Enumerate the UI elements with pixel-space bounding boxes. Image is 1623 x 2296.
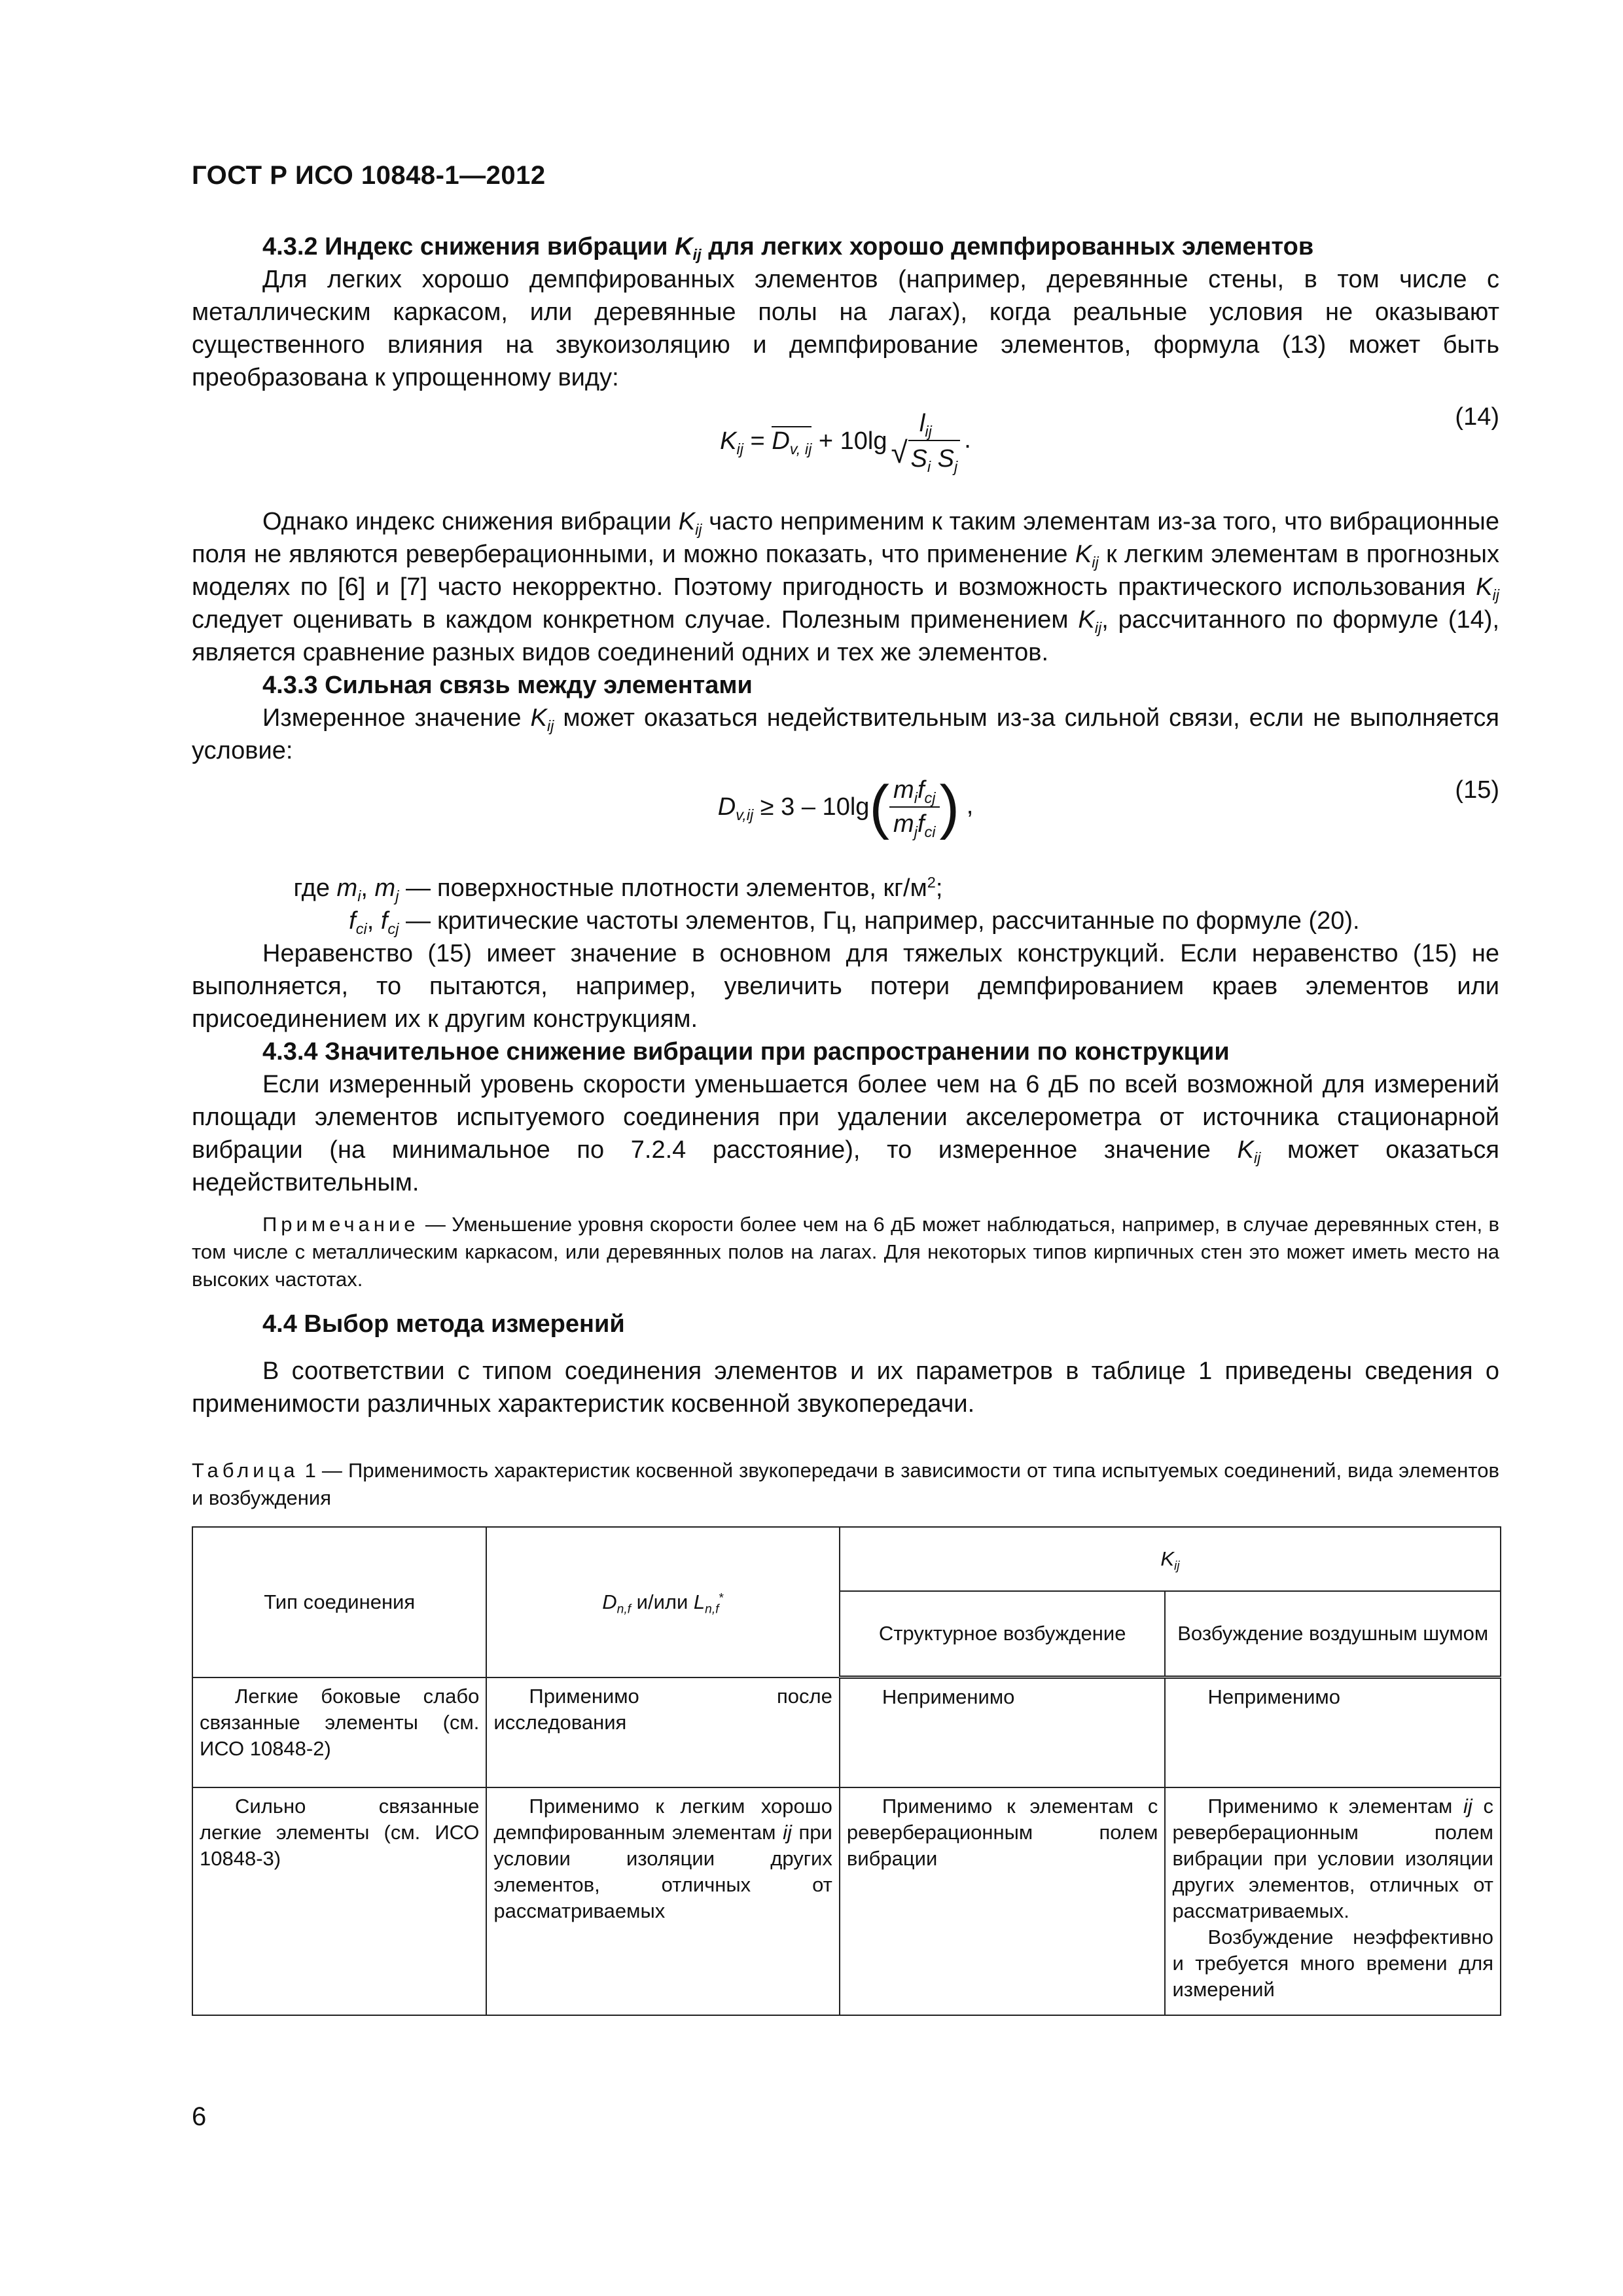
heading-4-3-3: 4.3.3 Сильная связь между элементами <box>262 672 753 699</box>
header-airborne: Возбуждение воздушным шумом <box>1165 1591 1501 1677</box>
table-row: Легкие боковые слабо связанные элементы (см. ИСО 10848-2) Применимо после исследования Неприменимо Неприменимо <box>192 1677 1501 1787</box>
header-type: Тип соединения <box>192 1527 486 1677</box>
table-1 <box>192 1526 1501 2016</box>
paragraph: В соответствии с типом соединения элементов и их параметров в таблице 1 приведены сведения о применимости различных характеристик косвенной звукопередачи. <box>192 1357 1499 1418</box>
header-structural: Структурное возбуждение <box>840 1591 1166 1677</box>
heading-4-3-4: 4.3.4 Значительное снижение вибрации при распространении по конструкции <box>262 1038 1230 1066</box>
heading-4-3-2: 4.3.2 Индекс снижения вибрации $K_{ij}$ для легких хорошо демпфированных элементов <box>262 233 1314 264</box>
formula-15: $D_{v,ij} \ge 3 - 10\lg$( $\frac{m_if_{cj}}{m_jf_{ci}}$ ) , (15) <box>717 774 1499 841</box>
table-row: Сильно связанные легкие элементы (см. ИСО 10848-3) Применимо к легким хорошо демпфированным элементам ij при условии изоляции других элементов, отличных от рассматриваемых Применимо к элементам с реверберационным полем вибрации Применимо к элементам ij с реверберационным полем вибрации при условии изоляции других элементов, отличных от рассматриваемых. Возбуждение неэффективно и требуется много времени для измерений <box>192 1787 1501 2015</box>
paragraph: Если измеренный уровень скорости уменьшается более чем на 6 дБ по всей возможной для измерений площади элементов испытуемого соединения при удалении акселерометра от источника стационарной вибрации (на минимальное по 7.2.4 расстояние), то измеренное значение $K_{ij}$ может оказаться недействительным. <box>192 1071 1500 1196</box>
page-header: ГОСТ Р ИСО 10848-1—2012 <box>192 161 546 190</box>
formula-number: (14) <box>1455 403 1499 431</box>
table-caption: Таблица 1 — Применимость характеристик косвенной звукопередачи в зависимости от типа испытуемых соединений, вида элементов и возбуждения <box>192 1459 1499 1509</box>
paragraph: Однако индекс снижения вибрации $K_{ij}$ часто неприменим к таким элементам из-за того, что вибрационные поля не являются реверберационными, и можно показать, что применение $K_{ij}$ к легким элементам в прогнозных моделях по [6] и [7] часто некорректно. Поэтому пригодность и возможность практического использования $K_{ij}$ следует оценивать в каждом конкретном случае. Полезным применением $K_{ij}$, рассчитанного по формуле (14), является сравнение разных видов соединений одних и тех же элементов. <box>192 508 1500 666</box>
formula-number: (15) <box>1455 776 1499 804</box>
paragraph: Измеренное значение $K_{ij}$ может оказаться недействительным из-за сильной связи, если не выполняется условие: <box>192 704 1499 764</box>
header-dnf: $D_{n,f}$ и/или $L_{n,f}^*$ <box>486 1527 839 1677</box>
note: Примечание — Уменьшение уровня скорости более чем на 6 дБ может наблюдаться, например, в случае деревянных стен, в том числе с металлическим каркасом, или деревянных полов на лагах. Для некоторых типов кирпичных стен это может иметь место на высоких частотах. <box>192 1213 1500 1291</box>
formula-14: $K_{ij} = D_{v, ij} + 10\lg$ $l_{ij}$ √ $S_i$ $S_j$ . (14) <box>192 394 1499 505</box>
page-number: 6 <box>192 2102 207 2131</box>
paragraph: Неравенство (15) имеет значение в основном для тяжелых конструкций. Если неравенство (15) не выполняется, то пытаются, например, увеличить потери демпфированием краев элементов или присоединением их к другим конструкциям. <box>192 940 1499 1033</box>
definitions: где $m_i$, $m_j$ — поверхностные плотности элементов, $кг/м^2$; $f_{ci}$, $f_{cj}$ — критические частоты элементов, Гц, например, рассчитанные по формуле (20). <box>293 874 1360 938</box>
header-kij: $K_{ij}$ <box>840 1527 1501 1591</box>
heading-4-4: 4.4 Выбор метода измерений <box>262 1310 625 1338</box>
page-content <box>192 230 1499 2016</box>
paragraph: Для легких хорошо демпфированных элементов (например, деревянные стены, в том числе с металлическим каркасом, или деревянные полы на лагах), когда реальные условия не оказывают существенного влияния на звукоизоляцию и демпфирование элементов, формула (13) может быть преобразована к упрощенному виду: <box>192 266 1499 391</box>
